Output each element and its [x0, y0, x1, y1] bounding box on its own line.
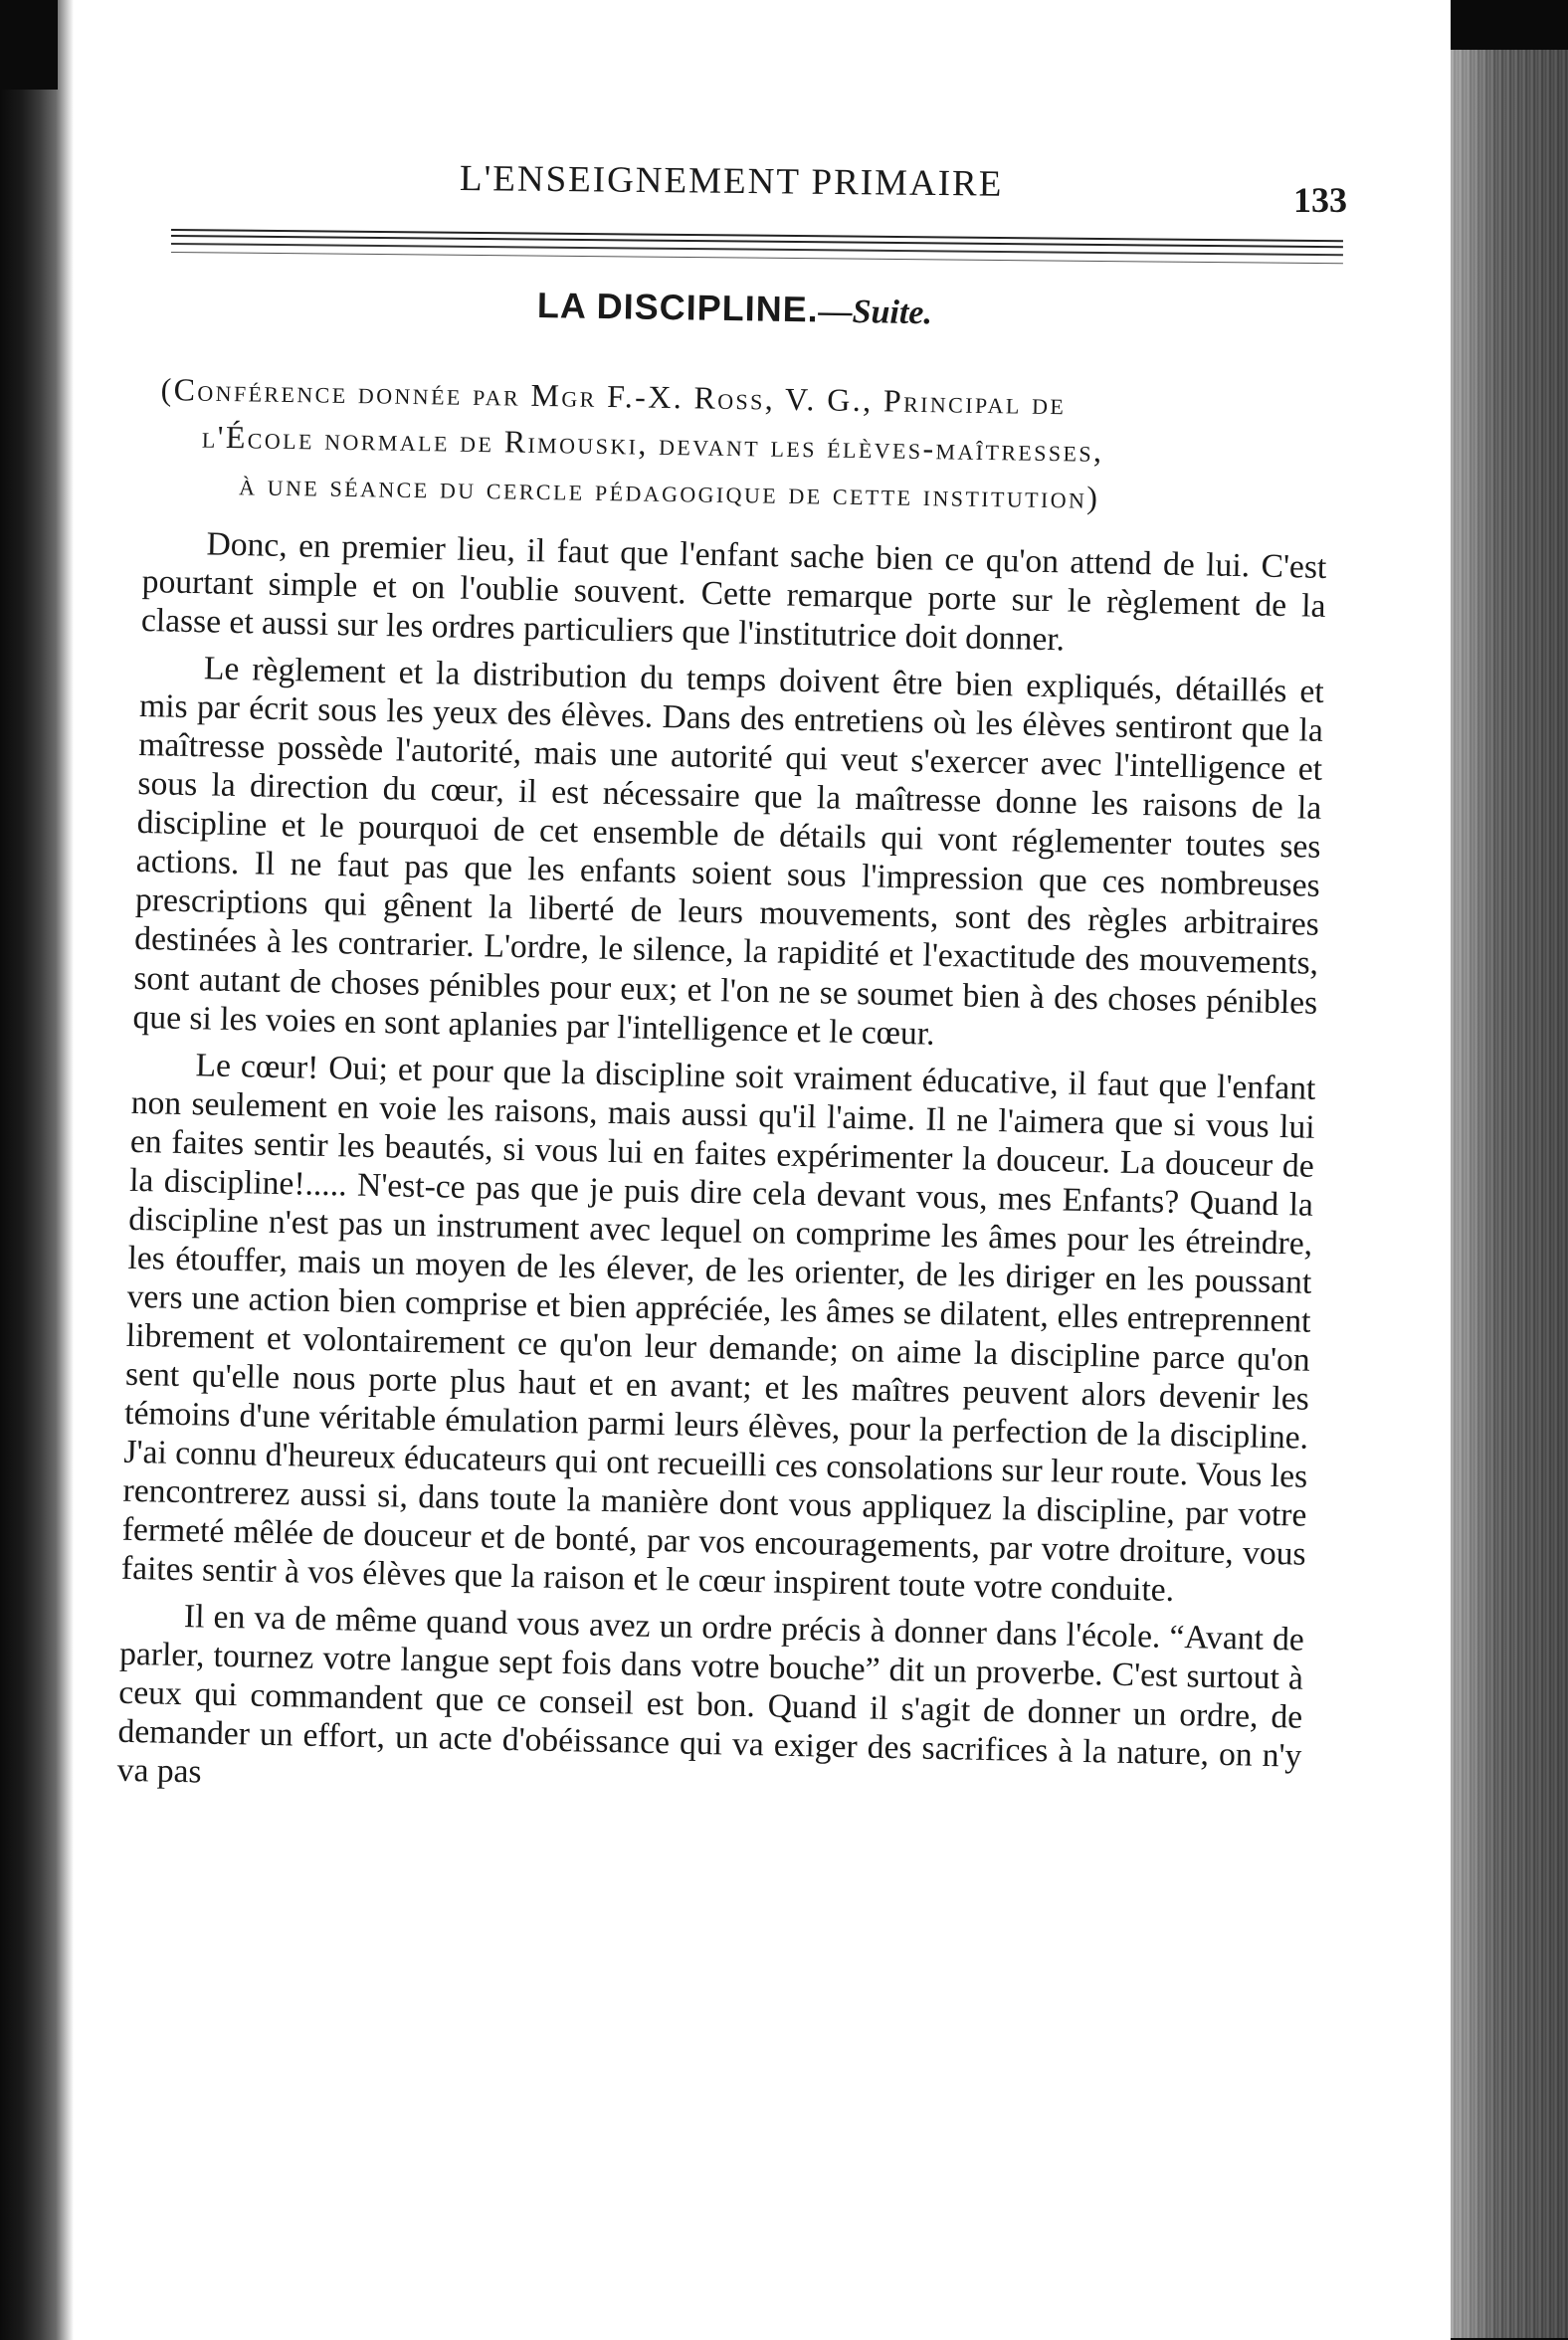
paragraph: Donc, en premier lieu, il faut que l'enfant sache bien ce qu'on attend de lui. C'est pourtant simple et on l'oublie souvent. Cette remarque porte sur le règlement de la classe et aussi sur les ordres particuliers que l'institutrice doit donner.: [140, 525, 1327, 659]
running-head: L'ENSEIGNEMENT PRIMAIRE: [459, 158, 1004, 205]
article-title: [537, 285, 933, 332]
page-number: 133: [1293, 180, 1347, 220]
paragraph: Il en va de même quand vous avez un ordre précis à donner dans l'école. “Avant de parler, tournez votre langue sept fois dans votre bouche” dit un proverbe. C'est surtout à ceux qui commandent que ce conseil est bon. Quand il s'agit de donner un ordre, de demander un effort, un acte d'obéissance qui va exiger des sacrifices à la nature, on n'y va pas: [116, 1598, 1305, 1791]
subtitle-line: (Conférence donnée par Mgr F.-X. Ross, V. G., Principal de: [160, 370, 1067, 422]
book-binding-corner: [0, 0, 58, 90]
page-stack-shade: [1451, 50, 1568, 2338]
paragraph: Le cœur! Oui; et pour que la discipline soit vraiment éducative, il faut que l'enfant non seulement en voie les raisons, mais aussi qu'il l'aime. Il ne l'aimera que si vous lui en faites sentir les beautés, si vous lui en faites expérimenter la douceur. La douceur de la discipline!..... N'est-ce pas que je puis dire cela devant vous, mes Enfants? Quand la discipline n'est pas un instrument avec lequel on comprime les âmes pour les étreindre, les étouffer, mais un moyen de les élever, de les orienter, de les diriger en les poussant vers une action bien comprise et bien appréciée, les âmes se dilatent, elles entreprennent librement et volontairement ce qu'on leur demande; on aime la discipline parce qu'on sent qu'elle nous porte plus haut et en avant; et les maîtres peuvent alors devenir les témoins d'une véritable émulation parmi leurs élèves, pour la perfection de la discipline. J'ai connu d'heureux éducateurs qui ont recueilli ces consolations sur leur route. Vous les rencontrerez aussi si, dans toute la manière dont vous appliquez la discipline, par votre fermeté mêlée de douceur et de bonté, par vos encouragements, par votre droiture, vous faites sentir à vos élèves que la raison et le cœur inspirent toute votre conduite.: [120, 1046, 1316, 1610]
conference-subtitle: [159, 366, 1345, 525]
article-body: [116, 523, 1327, 1823]
paragraph: Le règlement et la distribution du temps doivent être bien expliqués, détaillés et mis par écrit sous les yeux des élèves. Dans des entretiens où les élèves sentiront que la maîtresse possède l'autorité, mais une autorité qui veut s'exercer avec l'intelligence et sous la direction du cœur, il est nécessaire que la maîtresse donne les raisons de la discipline et le pourquoi de cet ensemble de détails qui vont réglementer toutes ses actions. Il ne faut pas que les enfants soient sous l'impression que ces nombreuses prescriptions qui gênent la liberté de leurs mouvements, sont des règles arbitraires destinées à les contrarier. L'ordre, le silence, la rapidité et l'exactitude des mouvements, sont autant de choses pénibles pour eux; et l'on ne se soumet bien à des choses pénibles que si les voies en sont aplanies par l'intelligence et le cœur.: [132, 650, 1325, 1053]
article-title-suffix: —Suite.: [818, 292, 933, 332]
book-page: [74, 0, 1451, 2340]
book-binding-shadow: [0, 0, 74, 2340]
subtitle-line: l'École normale de Rimouski, devant les élèves-maîtresses,: [201, 418, 1104, 469]
article-title-main: LA DISCIPLINE.: [536, 285, 819, 330]
subtitle-line: à une séance du cercle pédagogique de cette institution): [238, 466, 1100, 515]
